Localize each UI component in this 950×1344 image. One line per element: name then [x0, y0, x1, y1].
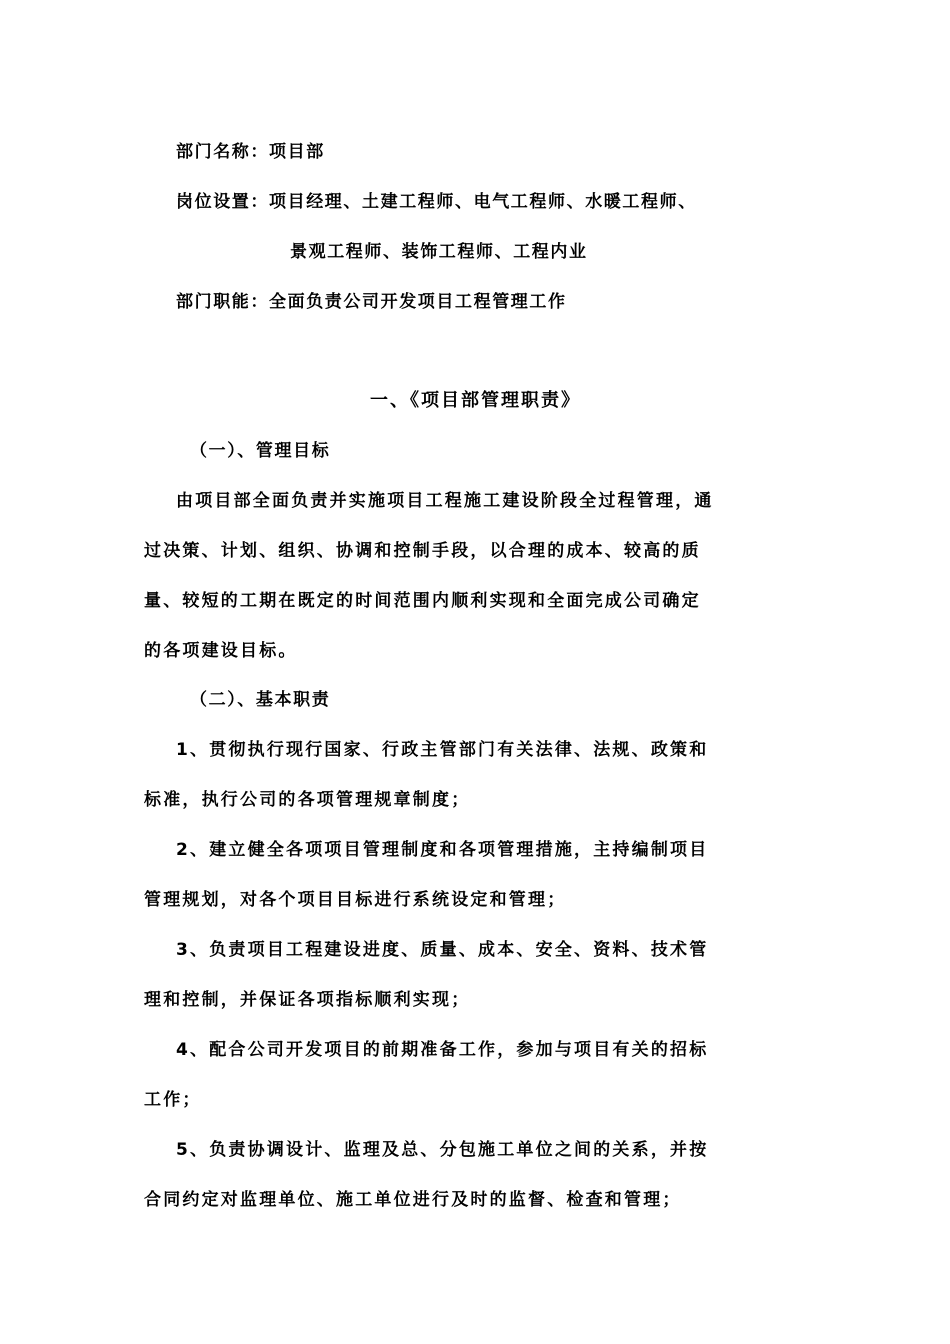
duty-line-9: 5、负责协调设计、监理及总、分包施工单位之间的关系，并按 — [176, 1140, 709, 1160]
duty-line-3: 2、建立健全各项项目管理制度和各项管理措施，主持编制项目 — [176, 840, 709, 860]
positions-row — [176, 190, 697, 214]
subheading-goals: （一）、管理目标 — [190, 441, 331, 461]
duty-line-2: 标准，执行公司的各项管理规章制度； — [144, 790, 471, 810]
positions-label: 岗位设置： — [176, 192, 269, 212]
duty-line-7: 4、配合公司开发项目的前期准备工作，参加与项目有关的招标 — [176, 1040, 709, 1060]
dept-name-label: 部门名称： — [176, 142, 269, 162]
duty-line-4: 管理规划，对各个项目目标进行系统设定和管理； — [144, 890, 567, 910]
function-label: 部门职能： — [176, 292, 269, 312]
duty-line-8: 工作； — [144, 1090, 202, 1110]
duty-line-10: 合同约定对监理单位、施工单位进行及时的监督、检查和管理； — [144, 1190, 682, 1210]
function-row — [176, 290, 567, 314]
goal-line-4: 的各项建设目标。 — [144, 641, 298, 661]
subheading-duties: （二）、基本职责 — [190, 690, 331, 710]
goal-line-2: 过决策、计划、组织、协调和控制手段，以合理的成本、较高的质 — [144, 541, 701, 561]
duty-line-1: 1、贯彻执行现行国家、行政主管部门有关法律、法规、政策和 — [176, 740, 709, 760]
section-title: 一、《项目部管理职责》 — [370, 390, 581, 411]
dept-name-row — [176, 140, 325, 164]
positions-line-2: 景观工程师、装饰工程师、工程内业 — [290, 242, 588, 262]
goal-line-1: 由项目部全面负责并实施项目工程施工建设阶段全过程管理，通 — [176, 491, 714, 511]
duty-line-5: 3、负责项目工程建设进度、质量、成本、安全、资料、技术管 — [176, 940, 709, 960]
function-value: 全面负责公司开发项目工程管理工作 — [269, 292, 567, 312]
positions-line-1: 项目经理、土建工程师、电气工程师、水暖工程师、 — [269, 192, 697, 212]
goal-line-3: 量、较短的工期在既定的时间范围内顺利实现和全面完成公司确定 — [144, 591, 701, 611]
duty-line-6: 理和控制，并保证各项指标顺利实现； — [144, 990, 471, 1010]
dept-name-value: 项目部 — [269, 142, 325, 162]
